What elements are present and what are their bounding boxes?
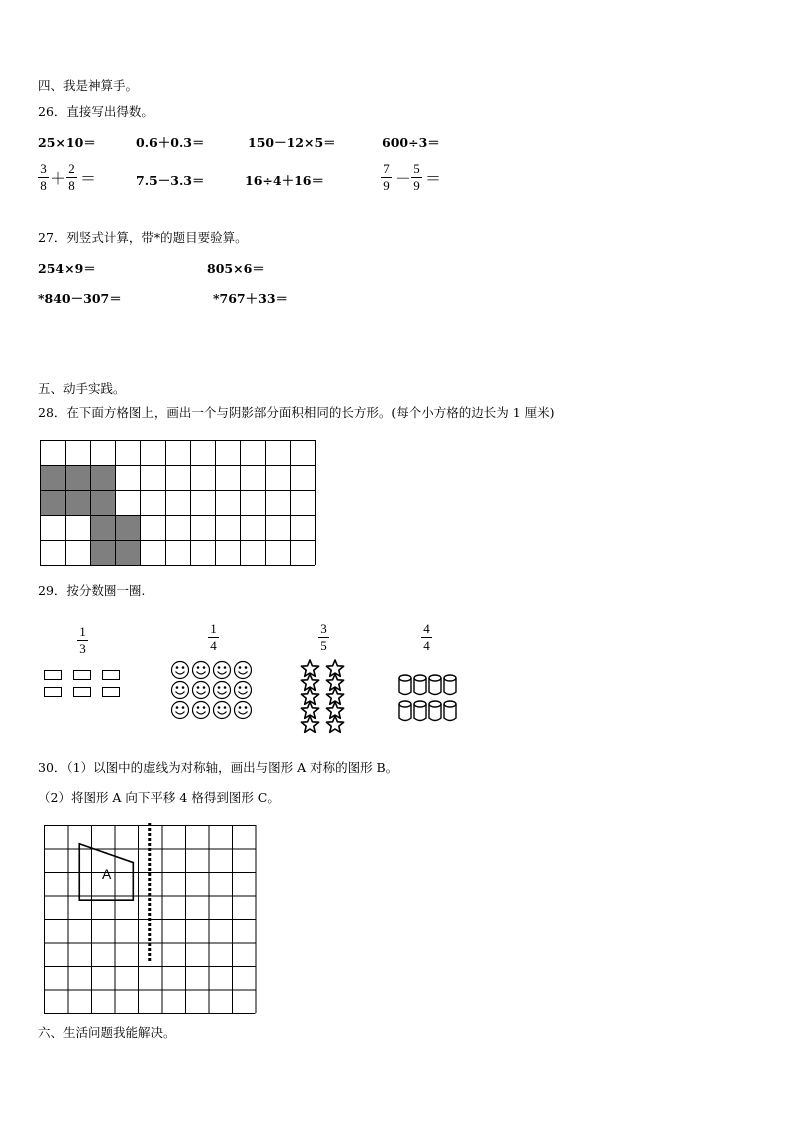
q29-rectangle-group[interactable]: [44, 670, 122, 700]
equals-sign: ＝: [80, 171, 97, 188]
q28-square-grid[interactable]: [40, 440, 316, 567]
fraction-numerator: 3: [320, 621, 327, 636]
fraction-numerator: 5: [413, 161, 420, 176]
fraction-numerator: 4: [423, 621, 430, 636]
fraction-denominator: 8: [40, 178, 47, 193]
rectangle-item: [103, 671, 120, 680]
fraction-numerator: 1: [79, 624, 86, 639]
q27-item-4: *767＋33＝: [213, 291, 289, 306]
smiley-icon: [172, 662, 189, 679]
q29-smiley-group[interactable]: [170, 660, 254, 720]
shaded-cell: [90, 490, 115, 515]
q30-part1: 30．（1）以图中的虚线为对称轴，画出与图形 A 对称的图形 B。: [38, 760, 399, 775]
rectangle-item: [74, 671, 91, 680]
q26-fraction-5-9: [411, 162, 422, 193]
q29-fraction-4-4: [421, 622, 432, 653]
q27-item-2: 805×6＝: [207, 261, 265, 276]
q26-expr-6: 7.5－3.3＝: [136, 173, 205, 188]
q26-expr-1: 25×10＝: [38, 135, 96, 150]
q26-title: 26．直接写出得数。: [38, 104, 154, 119]
smiley-icon: [193, 702, 210, 719]
shaded-cell: [90, 540, 115, 565]
cylinder-icon: [429, 675, 441, 695]
q26-fraction-2-8: [66, 162, 77, 193]
smiley-icon: [193, 662, 210, 679]
smiley-icon: [214, 682, 231, 699]
q26-fraction-7-9: [381, 162, 392, 193]
shape-a-label: A: [102, 866, 112, 882]
shaded-cell: [40, 465, 65, 490]
shaded-cell: [65, 465, 90, 490]
shaded-cell: [40, 490, 65, 515]
cylinder-icon: [414, 701, 426, 721]
fraction-numerator: 2: [68, 161, 75, 176]
cylinder-icon: [414, 675, 426, 695]
fraction-denominator: 4: [423, 638, 430, 653]
cylinder-icon: [444, 701, 456, 721]
fraction-denominator: 3: [79, 641, 86, 656]
q30-square-grid[interactable]: [44, 825, 258, 1015]
rectangle-item: [74, 688, 91, 697]
smiley-icon: [193, 682, 210, 699]
q26-expr-3: 150－12×5＝: [248, 135, 336, 150]
smiley-icon: [214, 702, 231, 719]
q27-item-3: *840－307＝: [38, 291, 122, 306]
smiley-icon: [172, 702, 189, 719]
fraction-numerator: 1: [210, 621, 217, 636]
section-5-title: 五、动手实践。: [38, 381, 126, 396]
rectangle-item: [45, 688, 62, 697]
smiley-icon: [235, 682, 252, 699]
minus-sign: －: [395, 171, 412, 188]
fraction-denominator: 4: [210, 638, 217, 653]
q26-expr-4: 600÷3＝: [382, 135, 440, 150]
cylinder-icon: [444, 675, 456, 695]
smiley-icon: [235, 662, 252, 679]
q26-expr-2: 0.6＋0.3＝: [136, 135, 205, 150]
cylinder-icon: [429, 701, 441, 721]
q29-fraction-3-5: [318, 622, 329, 653]
fraction-numerator: 7: [383, 161, 390, 176]
plus-sign: ＋: [50, 171, 67, 188]
q26-expr-7: 16÷4＋16＝: [245, 173, 324, 188]
shaded-cell: [115, 540, 140, 565]
shaded-cell: [90, 515, 115, 540]
shaded-cell: [115, 515, 140, 540]
fraction-denominator: 8: [68, 178, 75, 193]
q29-fraction-1-4: [208, 622, 219, 653]
shaded-cell: [65, 490, 90, 515]
smiley-icon: [172, 682, 189, 699]
fraction-numerator: 3: [40, 161, 47, 176]
smiley-icon: [214, 662, 231, 679]
rectangle-item: [103, 688, 120, 697]
cylinder-icon: [399, 701, 411, 721]
q28-title: 28．在下面方格图上，画出一个与阴影部分面积相同的长方形。(每个小方格的边长为 1 厘米): [38, 405, 555, 420]
q29-star-group[interactable]: [298, 660, 350, 732]
shaded-cell: [90, 465, 115, 490]
section-4-title: 四、我是神算手。: [38, 78, 139, 93]
fraction-denominator: 9: [413, 178, 420, 193]
fraction-denominator: 9: [383, 178, 390, 193]
q26-fraction-3-8: [38, 162, 49, 193]
q27-title: 27．列竖式计算，带*的题目要验算。: [38, 230, 248, 245]
q30-part2: （2）将图形 A 向下平移 4 格得到图形 C。: [38, 790, 280, 805]
q27-item-1: 254×9＝: [38, 261, 96, 276]
q29-cylinder-group[interactable]: [398, 673, 460, 723]
equals-sign: ＝: [425, 171, 442, 188]
fraction-denominator: 5: [320, 638, 327, 653]
section-6-title: 六、生活问题我能解决。: [38, 1025, 176, 1040]
smiley-icon: [235, 702, 252, 719]
q29-fraction-1-3: [77, 625, 88, 656]
q29-title: 29．按分数圈一圈.: [38, 583, 146, 598]
rectangle-item: [45, 671, 62, 680]
cylinder-icon: [399, 675, 411, 695]
